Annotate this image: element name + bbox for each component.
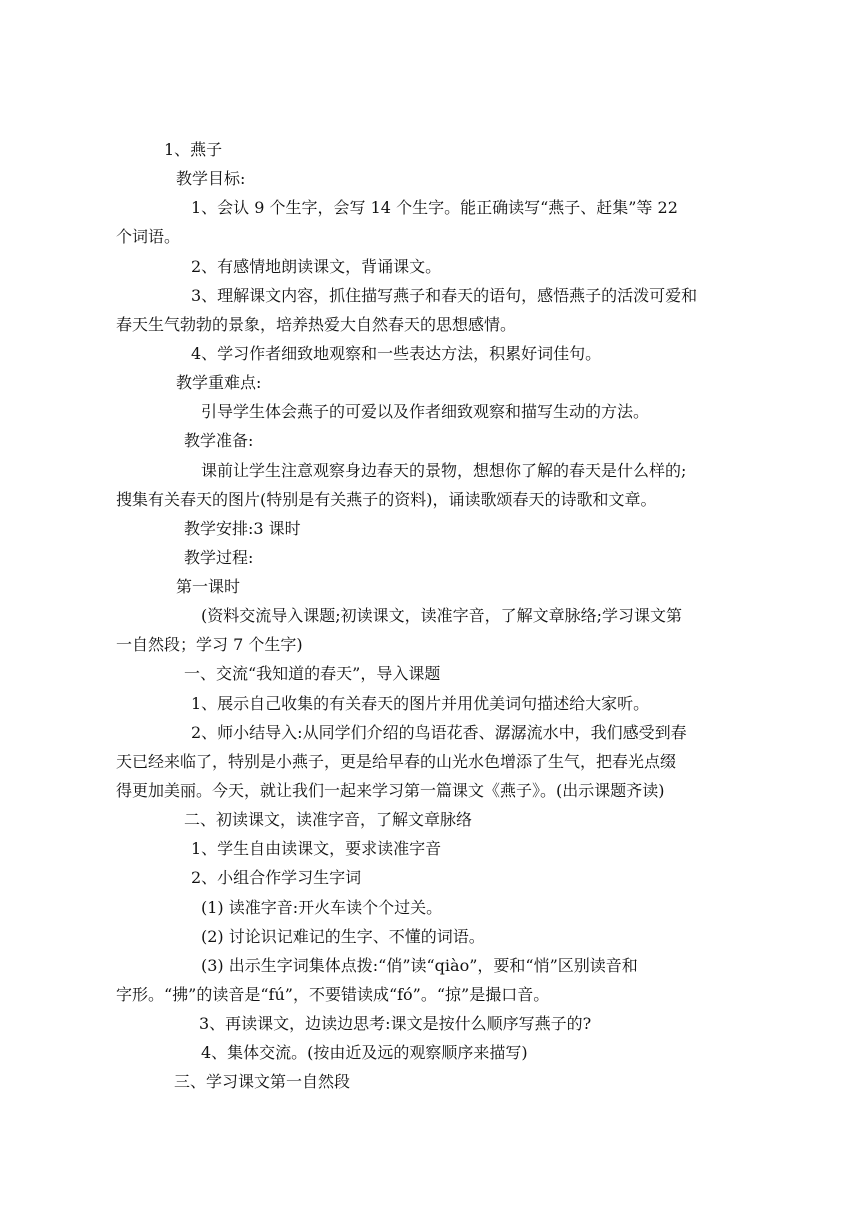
section-2-item-3: 3、再读课文，边读边思考:课文是按什么顺序写燕子的? xyxy=(199,1014,592,1033)
goal-3-line-a: 3、理解课文内容，抓住描写燕子和春天的语句，感悟燕子的活泼可爱和 xyxy=(191,286,698,305)
keypoints-heading: 教学重难点: xyxy=(176,373,262,392)
keypoints-text: 引导学生体会燕子的可爱以及作者细致观察和描写生动的方法。 xyxy=(201,402,650,421)
section-2-subitem-3-line-b: 字形。“拂”的读音是“fú”，不要错读成“fó”。“掠”是撮口音。 xyxy=(116,985,550,1004)
prep-line-b: 搜集有关春天的图片(特别是有关燕子的资料)，诵读歌颂春天的诗歌和文章。 xyxy=(116,490,657,509)
process-heading: 教学过程: xyxy=(184,548,254,567)
section-1-item-1: 1、展示自己收集的有关春天的图片并用优美词句描述给大家听。 xyxy=(191,694,650,713)
section-1-heading: 一、交流“我知道的春天”，导入课题 xyxy=(184,664,441,683)
section-2-subitem-2: (2) 讨论识记难记的生字、不懂的词语。 xyxy=(201,927,485,946)
section-2-heading: 二、初读课文，读准字音，了解文章脉络 xyxy=(184,810,473,829)
section-3-heading: 三、学习课文第一自然段 xyxy=(174,1072,351,1091)
goals-heading: 教学目标: xyxy=(176,169,246,188)
section-1-item-2-line-a: 2、师小结导入:从同学们介绍的鸟语花香、潺潺流水中，我们感受到春 xyxy=(191,723,687,742)
lesson-1-note-line-b: 一自然段；学习 7 个生字) xyxy=(116,635,303,654)
lesson-title: 1、燕子 xyxy=(164,140,223,159)
goal-1-line-b: 个词语。 xyxy=(116,227,181,246)
section-2-item-4: 4、集体交流。(按由近及远的观察顺序来描写) xyxy=(201,1043,528,1062)
prep-heading: 教学准备: xyxy=(184,431,254,450)
schedule: 教学安排:3 课时 xyxy=(184,519,301,538)
section-2-subitem-3-line-a: (3) 出示生字词集体点拨:“俏”读“qiào”，要和“悄”区别读音和 xyxy=(201,956,638,975)
goal-3-line-b: 春天生气勃勃的景象，培养热爱大自然春天的思想感情。 xyxy=(116,315,517,334)
goal-4: 4、学习作者细致地观察和一些表达方法，积累好词佳句。 xyxy=(191,344,602,363)
goal-2: 2、有感情地朗读课文，背诵课文。 xyxy=(191,257,442,276)
goal-1-line-a: 1、会认 9 个生字，会写 14 个生字。能正确读写“燕子、赶集”等 22 xyxy=(191,198,678,217)
section-2-item-1: 1、学生自由读课文，要求读准字音 xyxy=(191,839,442,858)
section-2-item-2: 2、小组合作学习生字词 xyxy=(191,868,362,887)
prep-line-a: 课前让学生注意观察身边春天的景物，想想你了解的春天是什么样的; xyxy=(201,461,687,480)
lesson-1-heading: 第一课时 xyxy=(176,577,241,596)
section-1-item-2-line-c: 得更加美丽。今天，就让我们一起来学习第一篇课文《燕子》。(出示课题齐读) xyxy=(116,781,665,800)
lesson-1-note-line-a: (资料交流导入课题;初读课文，读准字音，了解文章脉络;学习课文第 xyxy=(201,606,683,625)
section-1-item-2-line-b: 天已经来临了，特别是小燕子，更是给早春的山光水色增添了生气，把春光点缀 xyxy=(116,752,677,771)
section-2-subitem-1: (1) 读准字音:开火车读个个过关。 xyxy=(201,898,443,917)
